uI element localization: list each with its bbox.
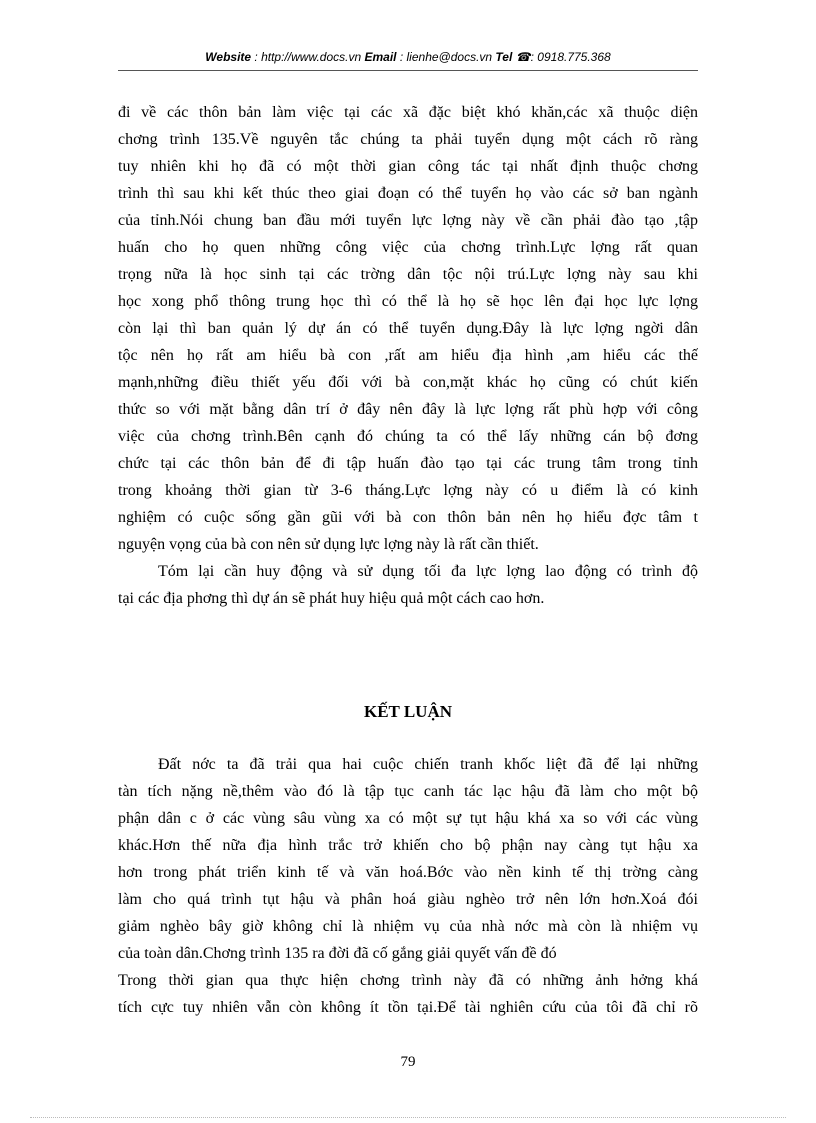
paragraph-line: đi về các thôn bản làm việc tại các xã đặc biệt khó khăn,các xã thuộc diện: [118, 104, 698, 121]
paragraph-line: khác.Hơn thế nữa địa hình trắc trở khiến cho bộ phận nay càng tụt hậu xa: [118, 837, 698, 854]
paragraph-line: tích cực tuy nhiên vẫn còn không ít tồn tại.Để tài nghiên cứu của tôi đã chỉ rõ: [118, 999, 698, 1016]
email-label: Email: [364, 50, 397, 64]
paragraph-line: Trong thời gian qua thực hiện chơng trình này đã có những ảnh hởng khá: [118, 972, 698, 989]
paragraph-line: chơng trình 135.Về nguyên tắc chúng ta phải tuyển dụng một cách rõ ràng: [118, 131, 698, 148]
paragraph-line: Đất nớc ta đã trải qua hai cuộc chiến tranh khốc liệt đã để lại những: [158, 756, 698, 773]
paragraph-line: tộc nên họ rất am hiểu bà con ,rất am hiểu địa hình ,am hiểu các thế: [118, 347, 698, 364]
paragraph-line: giảm nghèo bây giờ không chỉ là nhiệm vụ của nhà nớc mà còn là nhiệm vụ: [118, 918, 698, 935]
paragraph-line: Tóm lại cần huy động và sử dụng tối đa lực lợng lao động có trình độ: [158, 563, 698, 580]
paragraph-line: nguyện vọng của bà con nên sử dụng lực lợng này là rất cần thiết.: [118, 536, 539, 553]
paragraph-line: làm cho quá trình tụt hậu và phân hoá giàu nghèo trở nên lớn hơn.Xoá đói: [118, 891, 698, 908]
paragraph-2: [118, 558, 698, 612]
paragraph-line: mạnh,những điều thiết yếu đối với bà con,mặt khác họ cũng có chút kiến: [118, 374, 698, 391]
tel-label: Tel: [495, 50, 513, 64]
page-header: [118, 50, 698, 64]
paragraph-line: huấn cho họ quen những công việc của chơng trình.Lực lợng rất quan: [118, 239, 698, 256]
paragraph-line: trọng nữa là học sinh tại các trờng dân tộc nội trú.Lực lợng này sau khi: [118, 266, 698, 283]
paragraph-line: còn lại thì ban quản lý dự án có thể tuyển dụng.Đây là lực lợng ngời dân: [118, 320, 698, 337]
phone-icon: ☎: [515, 50, 531, 64]
header-rule: [118, 70, 698, 71]
paragraph-line: chức tại các thôn bản để đi tập huấn đào tạo tại các trung tâm trong tỉnh: [118, 455, 698, 472]
paragraph-line: của toàn dân.Chơng trình 135 ra đời đã cố gắng giải quyết vấn đề đó: [118, 945, 557, 962]
paragraph-line: nghiệm có cuộc sống gần gũi với bà con thôn bản nên họ hiểu đợc tâm t: [118, 509, 698, 526]
paragraph-line: học xong phổ thông trung học thì có thể là họ sẽ học lên đại học lực lợng: [118, 293, 698, 310]
section-heading: KẾT LUẬN: [363, 702, 452, 721]
paragraph-line: tàn tích nặng nề,thêm vào đó là tập tục canh tác lạc hậu đã làm cho một bộ: [118, 783, 698, 800]
paragraph-1: [118, 99, 698, 558]
paragraph-line: tại các địa phơng thì dự án sẽ phát huy hiệu quả một cách cao hơn.: [118, 590, 545, 607]
website-value: : http://www.docs.vn: [254, 50, 362, 64]
page-number: 79: [400, 1054, 416, 1070]
website-label: Website: [205, 50, 252, 64]
bottom-rule: [30, 1117, 786, 1118]
paragraph-line: trong khoảng thời gian từ 3-6 tháng.Lực lợng này có u điểm là có kinh: [118, 482, 698, 499]
tel-value: : 0918.775.368: [530, 50, 611, 64]
paragraph-line: thức so với mặt bằng dân trí ở đây nên đây là lực lợng rất phù hợp với công: [118, 401, 698, 418]
paragraph-3: [118, 751, 698, 1021]
paragraph-line: trình thì sau khi kết thúc theo giai đoạn có thể tuyển họ vào các sở ban ngành: [118, 185, 698, 202]
paragraph-line: tuy nhiên khi họ đã có một thời gian công tác tại nhất định thuộc chơng: [118, 158, 698, 175]
paragraph-line: hơn trong phát triển kinh tế và văn hoá.Bớc vào nền kinh tế thị trờng càng: [118, 864, 698, 881]
email-value: : lienhe@docs.vn: [399, 50, 493, 64]
paragraph-line: phận dân c ở các vùng sâu vùng xa có một sự tụt hậu khá xa so với các vùng: [118, 810, 698, 827]
paragraph-line: của tỉnh.Nói chung ban đầu mới tuyển lực lợng này về cần phải đào tạo ,tập: [118, 212, 698, 229]
paragraph-line: việc của chơng trình.Bên cạnh đó chúng ta có thể lấy những cán bộ đơng: [118, 428, 698, 445]
